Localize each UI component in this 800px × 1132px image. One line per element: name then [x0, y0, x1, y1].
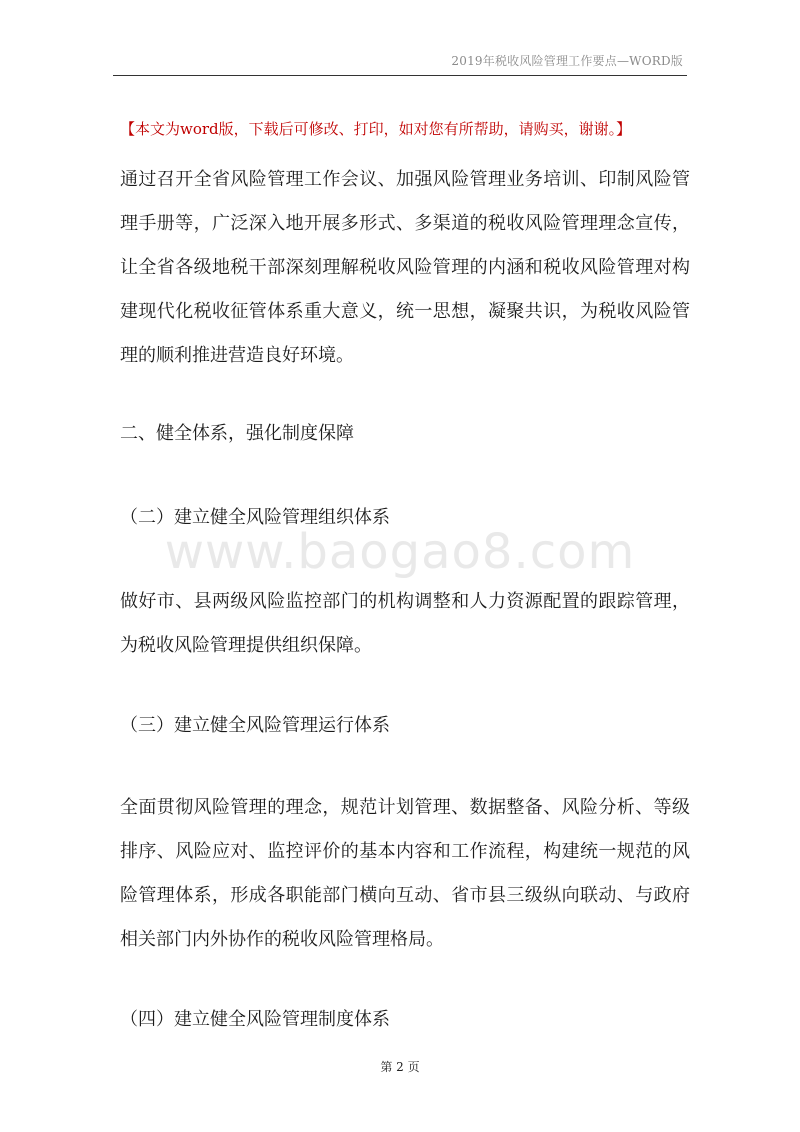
paragraph-3: 全面贯彻风险管理的理念，规范计划管理、数据整备、风险分析、等级排序、风险应对、监控评价的基本内容和工作流程，构建统一规范的风险管理体系，形成各职能部门横向互动、省市县三级纵向联动、与政府相关部门内外协作的税收风险管理格局。 — [120, 797, 690, 950]
header-title: 2019年税收风险管理工作要点—WORD版 — [451, 54, 683, 68]
paragraph-1: 通过召开全省风险管理工作会议、加强风险管理业务培训、印制风险管理手册等，广泛深入地开展多形式、多渠道的税收风险管理理念宣传，让全省各级地税干部深刻理解税收风险管理的内涵和税收风险管理对构建现代化税收征管体系重大意义，统一思想，凝聚共识，为税收风险管理的顺利推进营造良好环境。 — [120, 169, 690, 366]
subsection-heading-2: （二）建立健全风险管理组织体系 — [120, 507, 390, 528]
page-number: 第 2 页 — [380, 1060, 420, 1074]
subsection-heading-4: （四）建立健全风险管理制度体系 — [120, 1009, 390, 1030]
header-divider — [113, 75, 687, 76]
section-heading-2: 二、健全体系，强化制度保障 — [120, 423, 354, 444]
purchase-notice: 【本文为word版，下载后可修改、打印，如对您有所帮助，请购买，谢谢。】 — [120, 120, 632, 138]
paragraph-2: 做好市、县两级风险监控部门的机构调整和人力资源配置的跟踪管理，为税收风险管理提供组织保障。 — [120, 591, 690, 656]
watermark: www.baogao8.com — [164, 524, 636, 580]
subsection-heading-3: （三）建立健全风险管理运行体系 — [120, 715, 390, 736]
